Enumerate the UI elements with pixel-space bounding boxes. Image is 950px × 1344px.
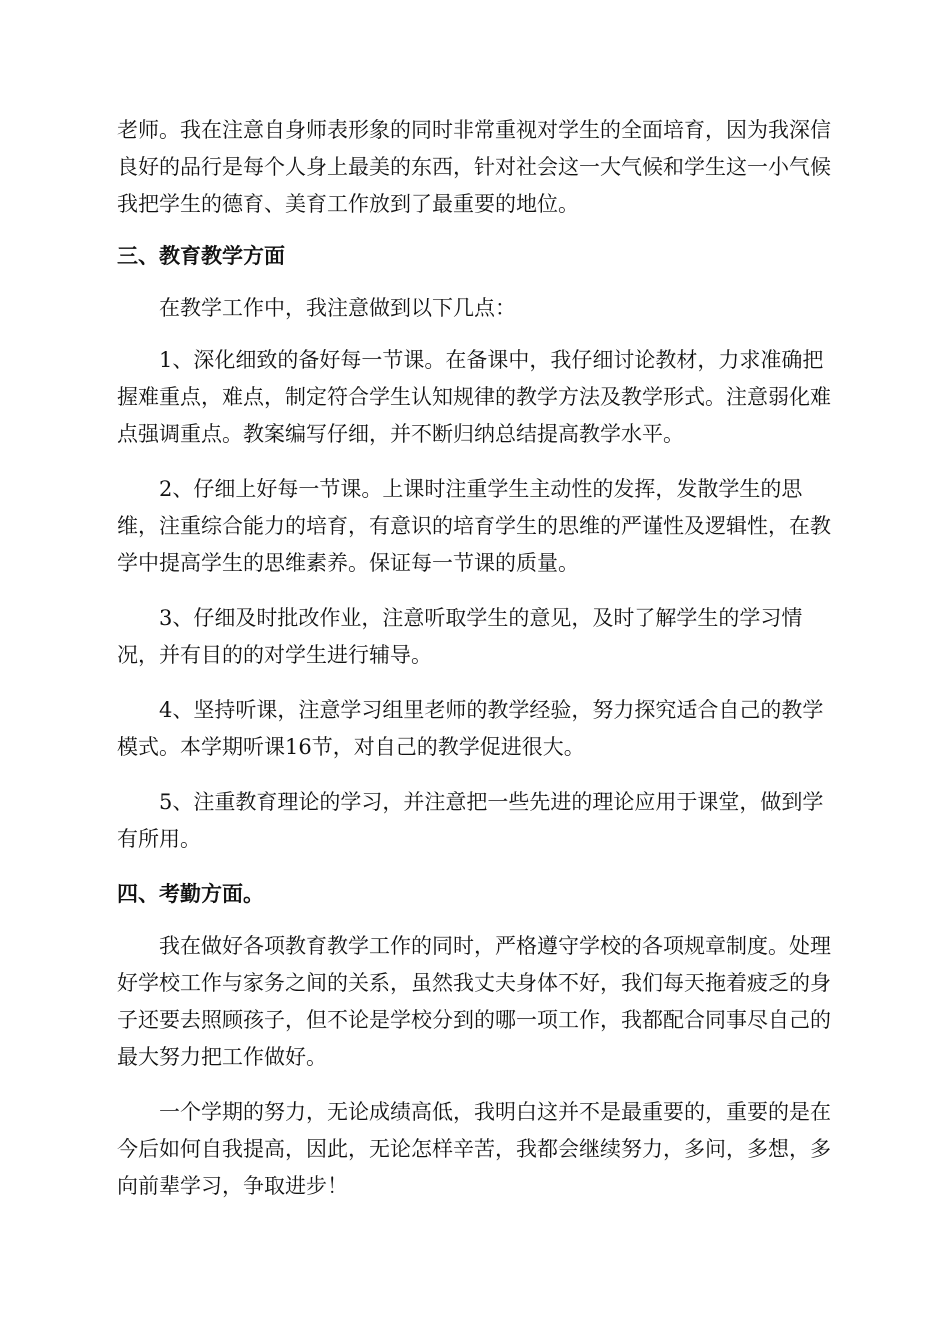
paragraph-intro-continuation: 老师。我在注意自身师表形象的同时非常重视对学生的全面培育，因为我深信良好的品行是每个人身上最美的东西，针对社会这一大气候和学生这一小气候我把学生的德育、美育工作放到了最重要的地位。 [117, 118, 831, 216]
paragraph-conclusion: 一个学期的努力，无论成绩高低，我明白这并不是最重要的，重要的是在今后如何自我提高，因此，无论怎样辛苦，我都会继续努力，多问，多想，多向前辈学习，争取进步！ [117, 1100, 831, 1198]
paragraph-point-4: 4、坚持听课，注意学习组里老师的教学经验，努力探究适合自己的教学模式。本学期听课16节，对自己的教学促进很大。 [117, 698, 824, 759]
paragraph-point-5: 5、注重教育理论的学习，并注意把一些先进的理论应用于课堂，做到学有所用。 [117, 790, 824, 851]
paragraph-point-3: 3、仔细及时批改作业，注意听取学生的意见，及时了解学生的学习情况，并有目的的对学生进行辅导。 [117, 606, 803, 667]
section-heading-teaching: 三、教育教学方面 [117, 244, 285, 268]
section-heading-attendance: 四、考勤方面。 [117, 882, 264, 906]
document-body [117, 112, 833, 1205]
paragraph-teaching-intro: 在教学工作中，我注意做到以下几点： [159, 296, 516, 320]
paragraph-point-1: 1、深化细致的备好每一节课。在备课中，我仔细讨论教材，力求准确把握难重点，难点，制定符合学生认知规律的教学方法及教学形式。注意弱化难点强调重点。教案编写仔细，并不断归纳总结提高教学水平。 [117, 348, 831, 446]
paragraph-attendance: 我在做好各项教育教学工作的同时，严格遵守学校的各项规章制度。处理好学校工作与家务之间的关系，虽然我丈夫身体不好，我们每天拖着疲乏的身子还要去照顾孩子，但不论是学校分到的哪一项工作，我都配合同事尽自己的最大努力把工作做好。 [117, 934, 831, 1069]
paragraph-point-2: 2、仔细上好每一节课。上课时注重学生主动性的发挥，发散学生的思维，注重综合能力的培育，有意识的培育学生的思维的严谨性及逻辑性，在教学中提高学生的思维素养。保证每一节课的质量。 [117, 477, 831, 575]
